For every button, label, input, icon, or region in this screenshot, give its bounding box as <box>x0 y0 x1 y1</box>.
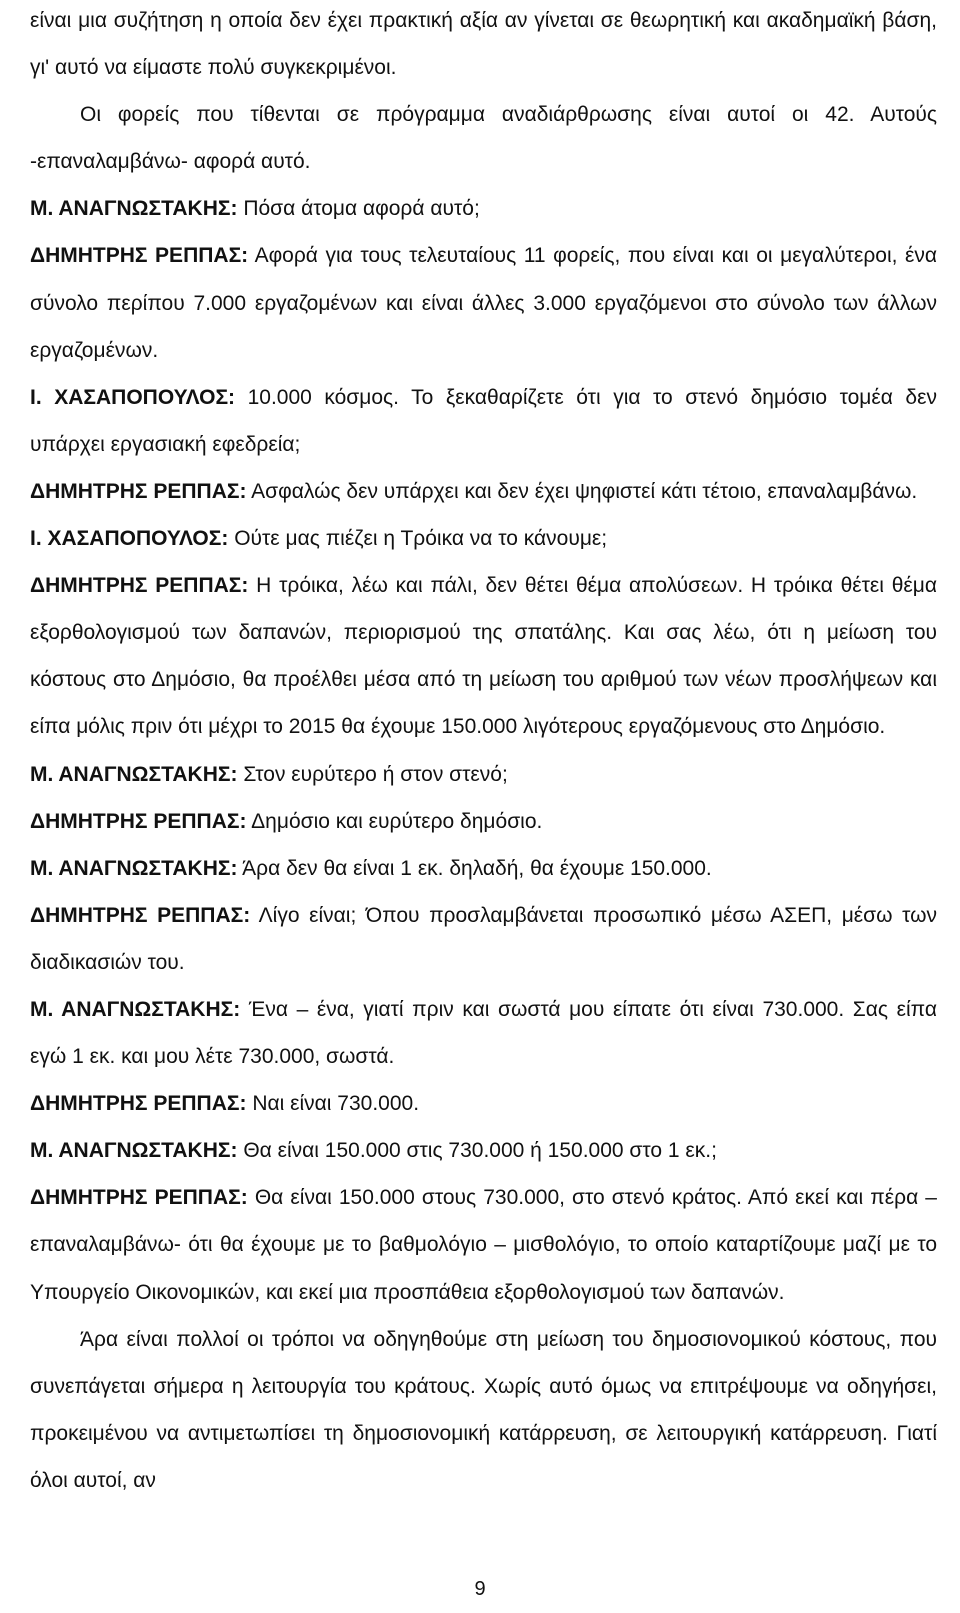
speech-turn <box>30 468 937 515</box>
speech-turn <box>30 845 937 892</box>
speaker-name: Μ. ΑΝΑΓΝΩΣΤΑΚΗΣ: <box>30 997 241 1021</box>
speech-text: Ναι είναι 730.000. <box>252 1092 420 1116</box>
speech-turn <box>30 374 937 468</box>
speech-text: 10.000 κόσμος. Το ξεκαθαρίζετε ότι για το στενό δημόσιο τομέα δεν υπάρχει εργασιακή εφεδρεία; <box>30 385 937 456</box>
speech-turn <box>30 515 937 562</box>
speech-text: Πόσα άτομα αφορά αυτό; <box>243 197 480 221</box>
paragraph-text: Οι φορείς που τίθενται σε πρόγραμμα αναδιάρθρωσης είναι αυτοί οι 42. Αυτούς -επαναλαμβάνω- αφορά αυτό. <box>30 103 937 174</box>
speech-turn <box>30 1080 937 1127</box>
paragraph-text: Άρα είναι πολλοί οι τρόποι να οδηγηθούμε στη μείωση του δημοσιονομικού κόστους, που συνεπάγεται σήμερα η λειτουργία του κράτους. Χωρίς αυτό όμως να επιτρέψουμε να οδηγήσει, προκειμένου να αντιμετωπίσει τη δημοσιονομική κατάρρευση, σε λειτουργική κατάρρευση. Γιατί όλοι αυτοί, αν <box>30 1327 937 1492</box>
speaker-name: ΔΗΜΗΤΡΗΣ ΡΕΠΠΑΣ: <box>30 809 247 833</box>
speech-turn <box>30 185 937 232</box>
speech-text: Ούτε μας πιέζει η Τρόικα να το κάνουμε; <box>234 527 608 551</box>
speaker-name: Μ. ΑΝΑΓΝΩΣΤΑΚΗΣ: <box>30 1139 238 1163</box>
speech-turn <box>30 1174 937 1315</box>
speech-turn <box>30 1127 937 1174</box>
speech-text: Ασφαλώς δεν υπάρχει και δεν έχει ψηφιστεί κάτι τέτοιο, επαναλαμβάνω. <box>251 479 918 503</box>
speaker-name: Μ. ΑΝΑΓΝΩΣΤΑΚΗΣ: <box>30 197 238 221</box>
speaker-name: ΔΗΜΗΤΡΗΣ ΡΕΠΠΑΣ: <box>30 1186 248 1210</box>
speech-turn <box>30 986 937 1080</box>
speech-text: Στον ευρύτερο ή στον στενό; <box>243 762 508 786</box>
speech-text: Ένα – ένα, γιατί πριν και σωστά μου είπατε ότι είναι 730.000. Σας είπα εγώ 1 εκ. και μου λέτε 730.000, σωστά. <box>30 997 938 1069</box>
speech-turn <box>30 751 937 798</box>
speaker-name: ΔΗΜΗΤΡΗΣ ΡΕΠΠΑΣ: <box>30 903 251 927</box>
speech-text: Άρα δεν θα είναι 1 εκ. δηλαδή, θα έχουμε 150.000. <box>242 856 712 880</box>
speaker-name: Μ. ΑΝΑΓΝΩΣΤΑΚΗΣ: <box>30 856 238 880</box>
speaker-name: ΔΗΜΗΤΡΗΣ ΡΕΠΠΑΣ: <box>30 479 247 503</box>
paragraph-continuation <box>30 0 937 91</box>
transcript-body <box>30 0 937 1504</box>
speech-text: Η τρόικα, λέω και πάλι, δεν θέτει θέμα απολύσεων. Η τρόικα θέτει θέμα εξορθολογισμού των δαπανών, περιορισμού της σπατάλης. Και σας λέω, ότι η μείωση του κόστους στο Δημόσιο, θα προέλθει μέσα από τη μείωση του αριθμού των νέων προσλήψεων και είπα μόλις πριν ότι μέχρι το 2015 θα έχουμε 150.000 λιγότερους εργαζόμενους στο Δημόσιο. <box>30 574 937 739</box>
speech-text: Λίγο είναι; Όπου προσλαμβάνεται προσωπικό μέσω ΑΣΕΠ, μέσω των διαδικασιών του. <box>30 903 937 974</box>
speech-text: Θα είναι 150.000 στις 730.000 ή 150.000 στο 1 εκ.; <box>243 1139 717 1163</box>
speech-text: Αφορά για τους τελευταίους 11 φορείς, που είναι και οι μεγαλύτεροι, ένα σύνολο περίπου 7.000 εργαζομένων και είναι άλλες 3.000 εργαζόμενοι στο σύνολο των άλλων εργαζομένων. <box>30 244 937 362</box>
speech-turn <box>30 232 937 373</box>
speaker-name: Ι. ΧΑΣΑΠΟΠΟΥΛΟΣ: <box>30 527 229 551</box>
speaker-name: ΔΗΜΗΤΡΗΣ ΡΕΠΠΑΣ: <box>30 244 249 268</box>
speech-turn <box>30 892 937 986</box>
speaker-name: Ι. ΧΑΣΑΠΟΠΟΥΛΟΣ: <box>30 385 236 409</box>
speaker-name: ΔΗΜΗΤΡΗΣ ΡΕΠΠΑΣ: <box>30 574 249 598</box>
page-number: 9 <box>474 1578 486 1600</box>
speech-text: Θα είναι 150.000 στους 730.000, στο στενό κράτος. Από εκεί και πέρα –επαναλαμβάνω- ότι θα έχουμε με το βαθμολόγιο – μισθολόγιο, το οποίο καταρτίζουμε μαζί με το Υπουργείο Οικονομικών, και εκεί μια προσπάθεια εξορθολογισμού των δαπανών. <box>30 1186 937 1304</box>
paragraph-indented <box>30 1316 937 1504</box>
speech-turn <box>30 798 937 845</box>
speech-turn <box>30 562 937 750</box>
speaker-name: Μ. ΑΝΑΓΝΩΣΤΑΚΗΣ: <box>30 762 238 786</box>
speaker-name: ΔΗΜΗΤΡΗΣ ΡΕΠΠΑΣ: <box>30 1092 247 1116</box>
paragraph-text: είναι μια συζήτηση η οποία δεν έχει πρακτική αξία αν γίνεται σε θεωρητική και ακαδημαϊκή βάση, γι' αυτό να είμαστε πολύ συγκεκριμένοι. <box>30 9 937 80</box>
speech-text: Δημόσιο και ευρύτερο δημόσιο. <box>251 809 543 833</box>
paragraph-indented <box>30 91 937 185</box>
